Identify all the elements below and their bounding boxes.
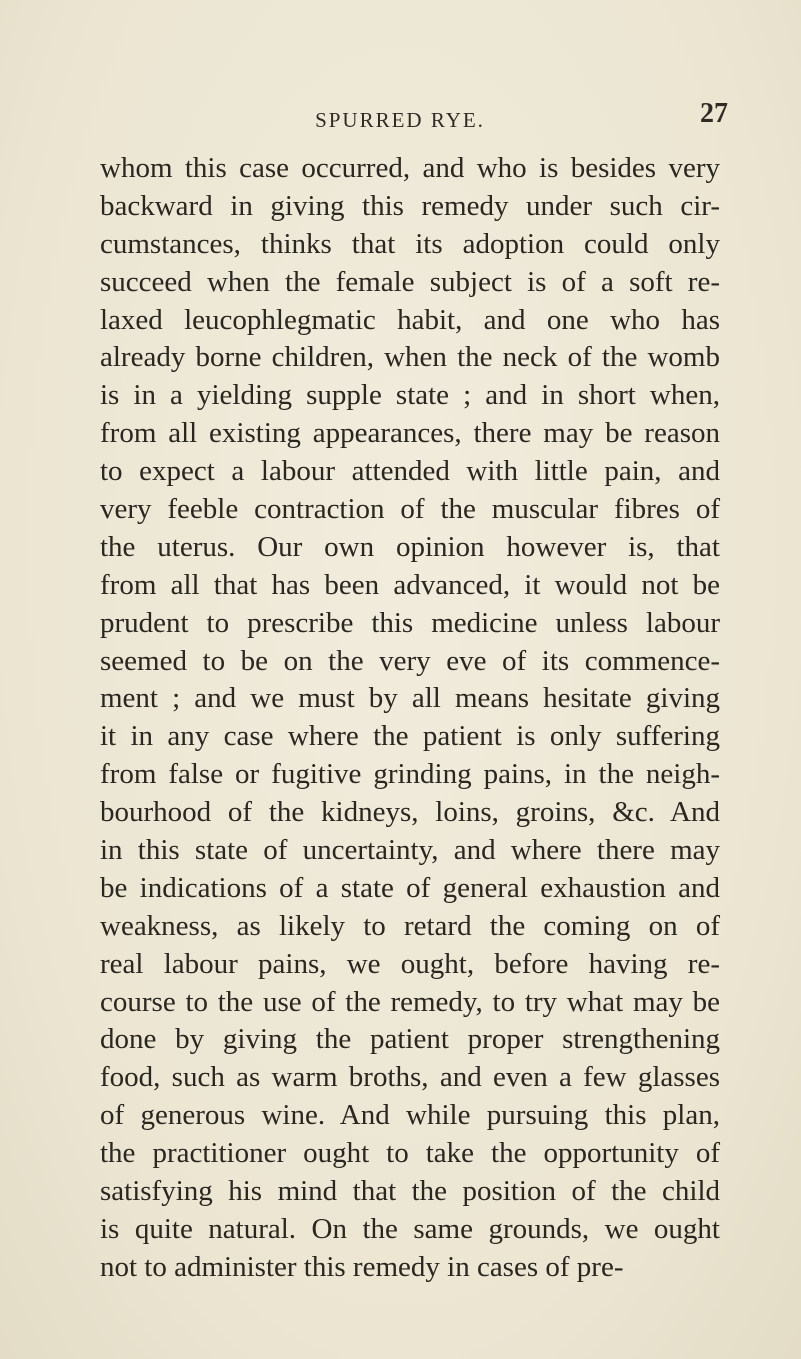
text-line: from all existing appearances, there may be reason [100,417,720,450]
text-line: weakness, as likely to retard the coming on of [100,909,720,942]
text-line: the uterus. Our own opinion however is, that [100,530,720,563]
text-line: seemed to be on the very eve of its commence- [100,644,720,677]
running-title: SPURRED RYE. [315,108,485,132]
text-line: is in a yielding supple state ; and in short when, [100,379,720,412]
text-line: is quite natural. On the same grounds, we ought [100,1212,720,1245]
text-line: food, such as warm broths, and even a few glasses [100,1061,720,1094]
text-line: prudent to prescribe this medicine unless labour [100,606,720,639]
text-line: in this state of uncertainty, and where there may [100,834,720,867]
text-line: cumstances, thinks that its adoption could only [100,227,720,260]
page-number: 27 [700,98,728,129]
text-line: done by giving the patient proper strengthening [100,1023,720,1056]
text-line: be indications of a state of general exhaustion and [100,871,720,904]
text-line: already borne children, when the neck of the womb [100,341,720,374]
text-line: not to administer this remedy in cases of pre- [100,1250,624,1283]
text-line: laxed leucophlegmatic habit, and one who has [100,303,720,336]
text-line: satisfying his mind that the position of the child [100,1175,720,1208]
text-line: backward in giving this remedy under such cir- [100,189,720,222]
text-line: it in any case where the patient is only suffering [100,720,720,753]
text-line: real labour pains, we ought, before having re- [100,947,720,980]
text-line: from all that has been advanced, it would not be [100,568,720,601]
text-line: from false or fugitive grinding pains, in the neigh- [100,758,720,791]
text-line: the practitioner ought to take the opportunity of [100,1137,720,1170]
text-line: ment ; and we must by all means hesitate giving [100,682,720,715]
text-line: bourhood of the kidneys, loins, groins, &c. And [100,796,720,829]
body-text [100,150,720,1287]
text-line: very feeble contraction of the muscular fibres of [100,493,720,526]
text-line: succeed when the female subject is of a soft re- [100,265,720,298]
text-line: to expect a labour attended with little pain, and [100,455,720,488]
text-line: of generous wine. And while pursuing this plan, [100,1099,720,1132]
text-line: whom this case occurred, and who is besides very [100,152,720,184]
text-line: course to the use of the remedy, to try what may be [100,985,720,1018]
